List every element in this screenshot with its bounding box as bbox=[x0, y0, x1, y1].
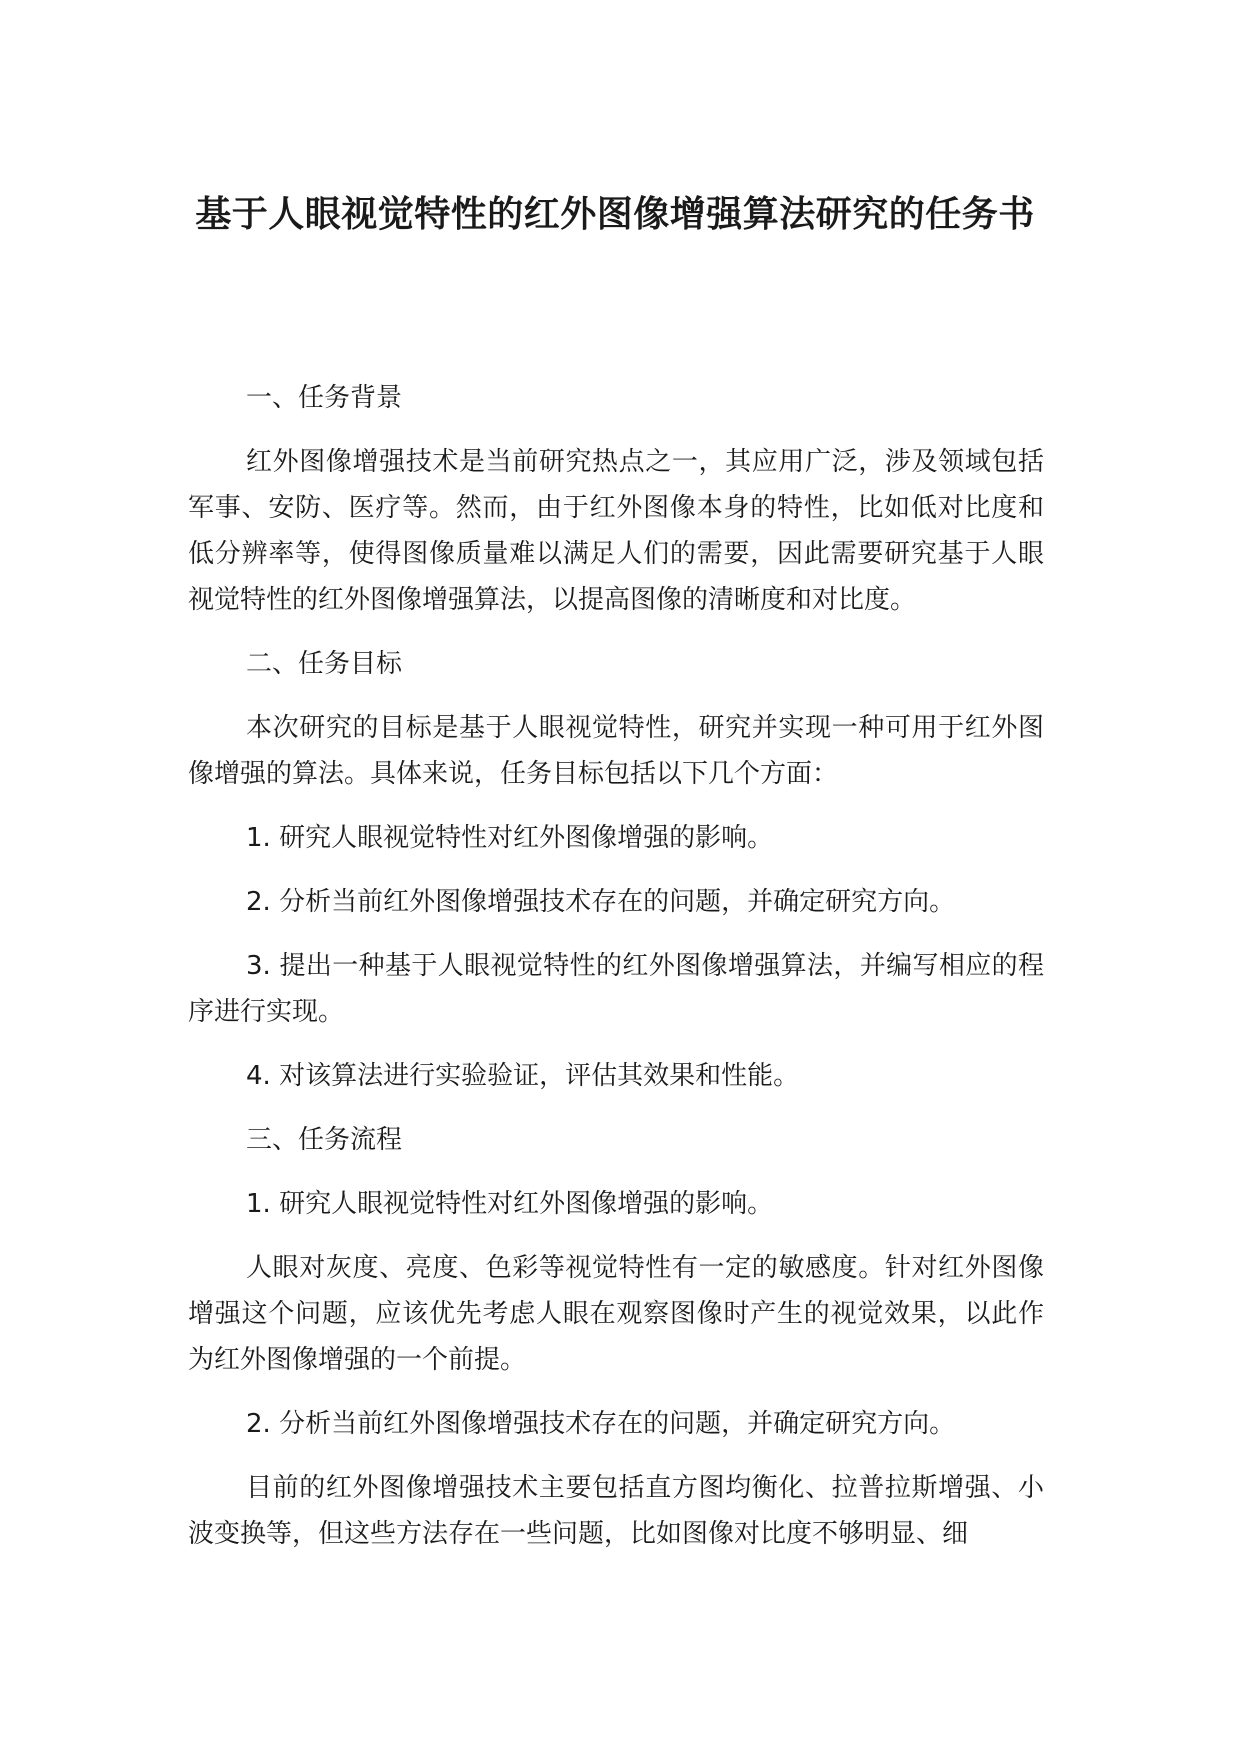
paragraph-goals-intro: 本次研究的目标是基于人眼视觉特性，研究并实现一种可用于红外图像增强的算法。具体来说，任务目标包括以下几个方面： bbox=[188, 713, 1044, 789]
section-heading-goals: 二、任务目标 bbox=[246, 649, 403, 679]
goal-item-3: 3. 提出一种基于人眼视觉特性的红外图像增强算法，并编写相应的程序进行实现。 bbox=[188, 951, 1044, 1027]
paragraph-process-step-1: 人眼对灰度、亮度、色彩等视觉特性有一定的敏感度。针对红外图像增强这个问题，应该优先考虑人眼在观察图像时产生的视觉效果，以此作为红外图像增强的一个前提。 bbox=[188, 1253, 1044, 1375]
section-heading-background: 一、任务背景 bbox=[246, 383, 403, 413]
process-step-1: 1. 研究人眼视觉特性对红外图像增强的影响。 bbox=[246, 1189, 774, 1219]
process-step-2: 2. 分析当前红外图像增强技术存在的问题，并确定研究方向。 bbox=[246, 1409, 956, 1439]
section-heading-process: 三、任务流程 bbox=[246, 1125, 403, 1155]
paragraph-background: 红外图像增强技术是当前研究热点之一，其应用广泛，涉及领域包括军事、安防、医疗等。然而，由于红外图像本身的特性，比如低对比度和低分辨率等，使得图像质量难以满足人们的需要，因此需要研究基于人眼视觉特性的红外图像增强算法，以提高图像的清晰度和对比度。 bbox=[188, 447, 1044, 615]
document-body bbox=[188, 375, 1044, 1575]
goal-item-4: 4. 对该算法进行实验验证，评估其效果和性能。 bbox=[246, 1061, 800, 1091]
paragraph-process-step-2: 目前的红外图像增强技术主要包括直方图均衡化、拉普拉斯增强、小波变换等，但这些方法存在一些问题，比如图像对比度不够明显、细 bbox=[188, 1473, 1044, 1549]
goal-item-1: 1. 研究人眼视觉特性对红外图像增强的影响。 bbox=[246, 823, 774, 853]
document-title: 基于人眼视觉特性的红外图像增强算法研究的任务书 bbox=[195, 194, 1035, 235]
goal-item-2: 2. 分析当前红外图像增强技术存在的问题，并确定研究方向。 bbox=[246, 887, 956, 917]
